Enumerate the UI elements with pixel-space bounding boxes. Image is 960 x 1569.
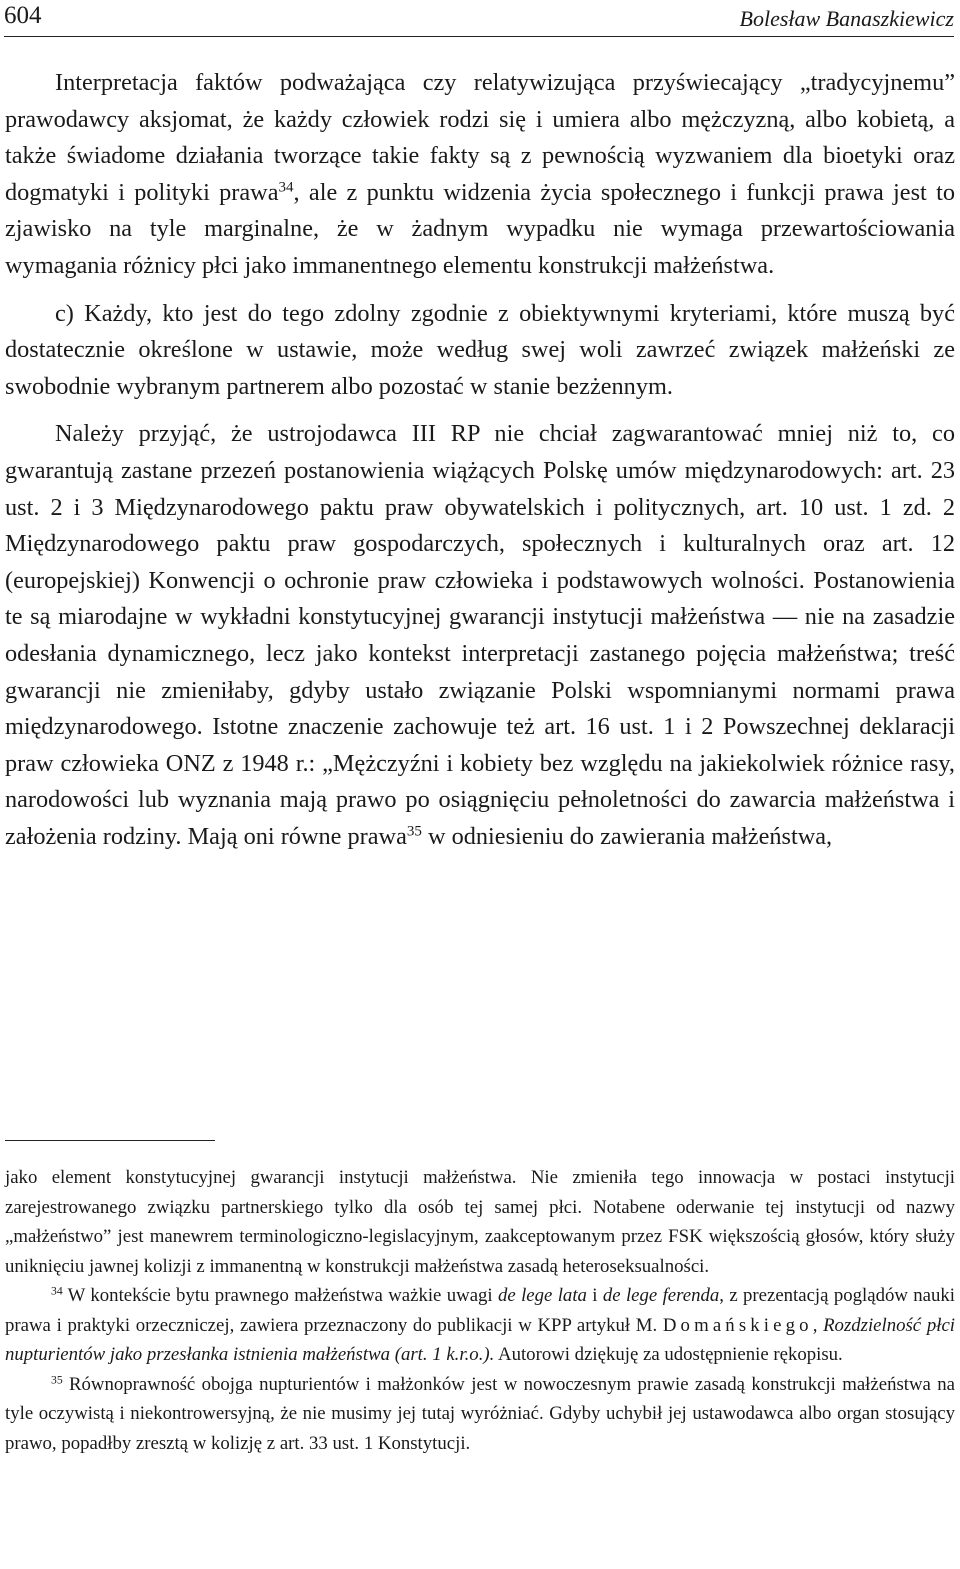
running-head-author: Bolesław Banaszkiewicz [739, 6, 954, 31]
footnote-continuation: jako element konstytucyjnej gwarancji instytucji małżeństwa. Nie zmieniła tego innowacja w postaci instytucji zarejestrowanego związku partnerskiego tylko dla osób tej samej płci. Notabene oderwanie tej instytucji od nazwy „małżeństwo” jest manewrem terminologiczno-legislacyjnym, zaakceptowanym przez FSK większością głosów, który służy uniknięciu jawnej kolizji z immanentną w konstrukcji małżeństwa zasadą heteroseksualności. [5, 1167, 955, 1277]
page-number: 604 [4, 2, 42, 29]
paragraph: Interpretacja faktów podważająca czy relatywizująca przyświecający „tradycyjnemu” prawodawcy aksjomat, że każdy człowiek rodzi się i umiera albo mężczyzną, albo kobietą, a także świadome działania tworzące takie fakty są z pewnością wyzwaniem dla bioetyki oraz dogmatyki i polityki prawa$^{34}$, ale z punktu widzenia życia społecznego i funkcji prawa jest to zjawisko na tyle marginalne, że w żadnym wypadku nie wymaga przewartościowania wymagania różnicy płci jako immanentnego elementu konstrukcji małżeństwa. [5, 69, 955, 279]
page-header [4, 0, 954, 37]
paragraph: Należy przyjąć, że ustrojodawca III RP nie chciał zagwarantować mniej niż to, co gwarantują zastane przezeń postanowienia wiążących Polskę umów międzynarodowych: art. 23 ust. 2 i 3 Międzynarodowego paktu praw obywatelskich i politycznych, art. 10 ust. 1 zd. 2 Międzynarodowego paktu praw gospodarczych, społecznych i kulturalnych oraz art. 12 (europejskiej) Konwencji o ochronie praw człowieka i podstawowych wolności. Postanowienia te są miarodajne w wykładni konstytucyjnej gwarancji instytucji małżeństwa — nie na zasadzie odesłania dynamicznego, lecz jako kontekst interpretacji zastanego pojęcia małżeństwa; treść gwarancji nie zmieniłaby, gdyby ustało związanie Polski wspomnianymi normami prawa międzynarodowego. Istotne znaczenie zachowuje też art. 16 ust. 1 i 2 Powszechnej deklaracji praw człowieka ONZ z 1948 r.: „Mężczyźni i kobiety bez względu na jakiekolwiek różnice rasy, narodowości lub wyznania mają prawo po osiągnięciu pełnoletności do zawarcia małżeństwa i założenia rodziny. Mają oni równe prawa$^{35}$ w odniesieniu do zawierania małżeństwa, [5, 420, 955, 850]
footnote-number: 34 [51, 1284, 63, 1298]
main-text [5, 65, 955, 855]
paragraph: c) Każdy, kto jest do tego zdolny zgodnie z obiektywnymi kryteriami, które muszą być dostatecznie określone w ustawie, może według swej woli zawrzeć związek małżeński ze swobodnie wybranym partnerem albo pozostać w stanie bezżennym. [5, 299, 955, 400]
cited-title: Rozdzielność płci nupturientów jako przesłanka istnienia małżeństwa (art. 1 k.r.o.). [5, 1314, 955, 1365]
footnote-ref-35[interactable]: 35 [406, 823, 422, 840]
footnote-separator [5, 1140, 215, 1141]
cited-author: Domańskiego [662, 1314, 813, 1336]
footnote-ref-34[interactable]: 34 [278, 179, 294, 196]
footnote-35: $^{35}$ Równoprawność obojga nupturientów i małżonków jest w nowoczesnym prawie zasadą konstrukcji małżeństwa na tyle oczywistą i niekontrowersyjną, że nie musimy jej tutaj wyróżniać. Gdyby uchybił jej ustawodawca albo organ stosujący prawo, popadłby zresztą w kolizję z art. 33 ust. 1 Konstytucji. [5, 1372, 955, 1454]
footnote-number: 35 [51, 1372, 63, 1386]
footnote-34: $^{34}$ W kontekście bytu prawnego małżeństwa ważkie uwagi de lege lata i de lege ferenda, z prezentacją poglądów nauki prawa i praktyki orzeczniczej, zawiera przeznaczony do publikacji w KPP artykuł M. Domańskiego, Rozdzielność płci nupturientów jako przesłanka istnienia małżeństwa (art. 1 k.r.o.). Autorowi dziękuję za udostępnienie rękopisu. [5, 1284, 955, 1365]
footnotes [5, 1163, 955, 1458]
